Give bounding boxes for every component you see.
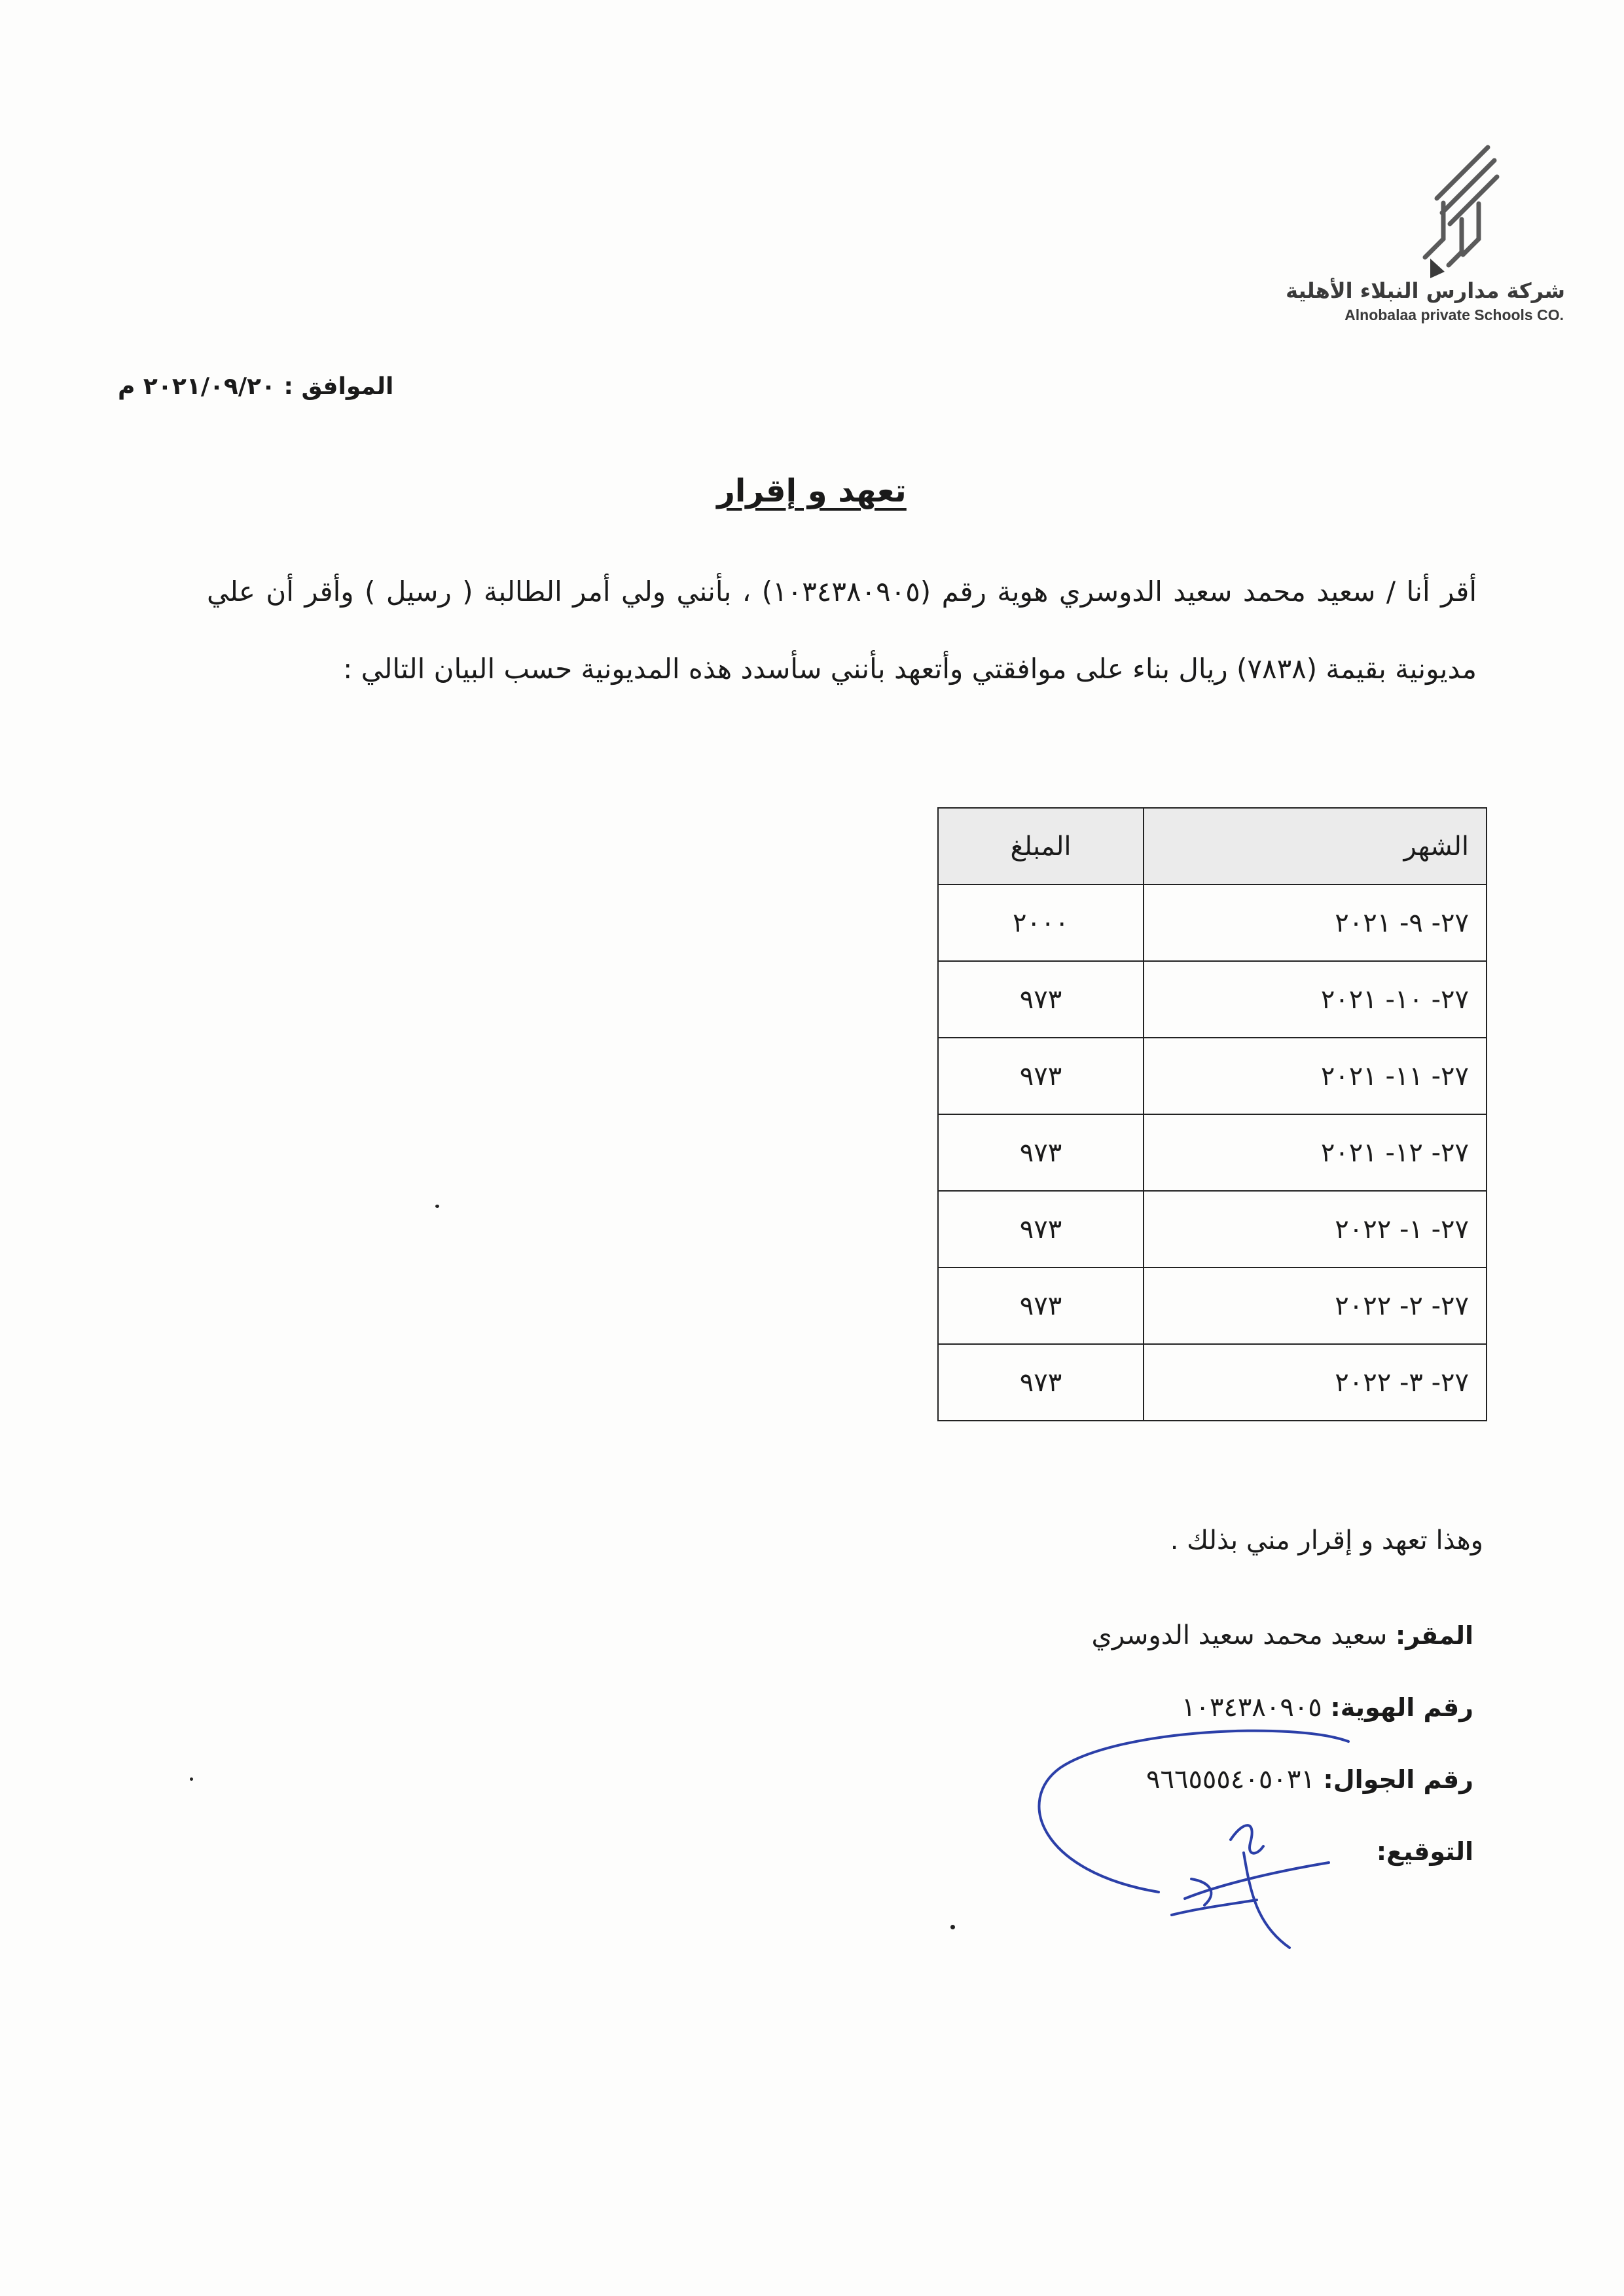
month-cell: ٢٧- ٩- ٢٠٢١	[1144, 884, 1487, 961]
date-label: الموافق :	[283, 373, 394, 400]
id-number-value: ١٠٣٤٣٨٠٩٠٥	[1181, 1692, 1322, 1722]
amount-cell: ٢٠٠٠	[938, 884, 1144, 961]
month-cell: ٢٧- ١٠- ٢٠٢١	[1144, 961, 1487, 1038]
signatory-name-value: سعيد محمد سعيد الدوسري	[1091, 1620, 1388, 1650]
handwritten-signature	[1021, 1722, 1362, 1971]
company-name-english: Alnobalaa private Schools CO.	[1344, 306, 1564, 323]
table-header-row	[938, 808, 1487, 884]
month-cell: ٢٧- ١٢- ٢٠٢١	[1144, 1114, 1487, 1191]
payment-schedule-table	[937, 807, 1487, 1421]
school-logo-icon	[1411, 141, 1502, 282]
company-name-arabic: شركة مدارس النبلاء الأهلية	[1286, 278, 1565, 303]
month-cell: ٢٧- ١١- ٢٠٢١	[1144, 1038, 1487, 1114]
amount-cell: ٩٧٣	[938, 1267, 1144, 1344]
document-date	[118, 373, 393, 400]
signature-row	[1377, 1836, 1473, 1867]
declaration-paragraph: أقر أنا / سعيد محمد سعيد الدوسري هوية رقم (١٠٣٤٣٨٠٩٠٥) ، بأنني ولي أمر الطالبة ( رسيل ) وأقر أن علي مديونية بقيمة (٧٨٣٨) ريال بناء على موافقتي وأتعهد بأنني سأسدد هذه المديونية حسب البيان التالي :	[207, 575, 1477, 685]
signatory-name-row	[1092, 1620, 1473, 1650]
table-row	[938, 1344, 1487, 1421]
document-title: تعهد و إقرار	[717, 473, 907, 509]
amount-cell: ٩٧٣	[938, 961, 1144, 1038]
table-row	[938, 1038, 1487, 1114]
signatory-name-label: المقر:	[1396, 1621, 1473, 1650]
table-row	[938, 1267, 1487, 1344]
month-cell: ٢٧- ٣- ٢٠٢٢	[1144, 1344, 1487, 1421]
mobile-number-value: ٩٦٦٥٥٥٤٠٥٠٣١	[1146, 1764, 1315, 1795]
header-month: الشهر	[1144, 808, 1487, 884]
signature-label: التوقيع:	[1376, 1837, 1473, 1866]
id-number-label: رقم الهوية:	[1330, 1693, 1473, 1722]
header-amount: المبلغ	[938, 808, 1144, 884]
amount-cell: ٩٧٣	[938, 1038, 1144, 1114]
amount-cell: ٩٧٣	[938, 1191, 1144, 1267]
month-cell: ٢٧- ٢- ٢٠٢٢	[1144, 1267, 1487, 1344]
mobile-number-label: رقم الجوال:	[1323, 1765, 1473, 1794]
table-row	[938, 961, 1487, 1038]
table-row	[938, 1114, 1487, 1191]
table-row	[938, 884, 1487, 961]
amount-cell: ٩٧٣	[938, 1114, 1144, 1191]
signatory-id-row	[1182, 1692, 1473, 1722]
closing-statement: وهذا تعهد و إقرار مني بذلك .	[1170, 1525, 1483, 1556]
date-value: ٢٠٢١/٠٩/٢٠ م	[118, 373, 276, 400]
amount-cell: ٩٧٣	[938, 1344, 1144, 1421]
table-row	[938, 1191, 1487, 1267]
month-cell: ٢٧- ١- ٢٠٢٢	[1144, 1191, 1487, 1267]
